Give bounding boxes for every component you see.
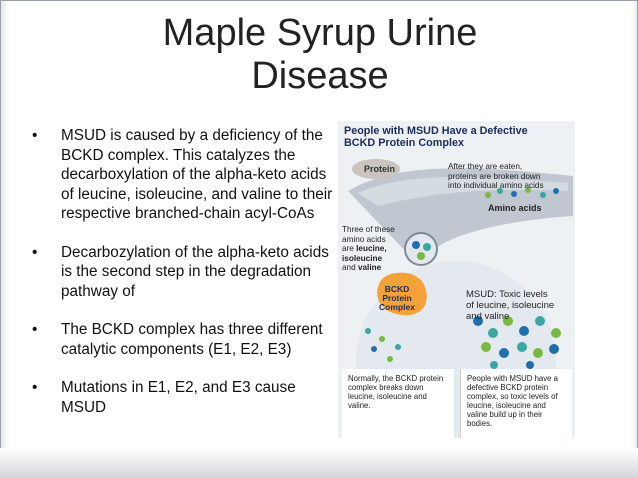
amino-acid-bubble [387,356,393,362]
slide-bottom-gradient [0,448,638,478]
amino-acid-bubble [423,243,431,251]
msud-line-3: and valine [466,311,510,322]
toxic-bubble [517,342,527,352]
amino-acid-bubble [417,252,425,260]
three-and-text: and [342,263,356,272]
eaten-line-3: into individual amino acids [448,181,544,190]
bullet-item [32,320,337,359]
toxic-bubble [499,348,509,358]
slide-title [120,12,520,98]
three-line-4 [342,254,395,264]
bckd-line-3: Complex [379,302,415,312]
bckd-complex-label [372,285,422,312]
toxic-bubble [551,328,561,338]
toxic-bubble [533,348,543,358]
defect-caption: People with MSUD have a defective BCKD protein complex, so toxic levels of leucine, isoleucine and valine build up in their bodies. [460,369,572,438]
bullet-list [32,126,337,436]
amino-acid-bubble [412,241,420,249]
bckd-line-2: Protein [382,293,412,303]
amino-acid-bubble [379,336,385,342]
bullet-text: MSUD is caused by a deficiency of the BCKD complex. This catalyzes the decarboxylation of the alpha-keto acids of leucine, isoleucine, and valine to their respective branched-chain acyl-CoAs [61,127,333,222]
title-line-2: Disease [251,55,389,97]
bullet-item [32,243,337,302]
msud-illustration [338,121,575,438]
bckd-line-1: BCKD [384,284,410,294]
bullet-marker: • [32,321,38,338]
title-line-1: Maple Syrup Urine [162,12,478,54]
msud-line-2: of leucine, isoleucine [466,300,555,311]
bullet-marker: • [32,243,38,261]
three-amino-acids-caption [342,225,395,273]
toxic-bubble [488,328,498,338]
toxic-bubble [490,361,498,369]
figure-title-line-1: People with MSUD Have a Defective [344,125,528,137]
eaten-caption [448,162,544,191]
three-line-5 [342,263,395,273]
toxic-bubble [526,361,534,369]
bullet-item [32,126,337,224]
amino-acid-bubble [485,192,491,198]
amino-acid-bubble [395,344,401,350]
toxic-bubble [481,342,491,352]
toxic-bubble [519,326,529,336]
three-are-text: are [342,244,354,253]
amino-acid-bubble [371,346,377,352]
msud-caption [466,289,554,322]
bullet-marker: • [32,379,38,396]
valine-text: valine [357,263,382,272]
three-line-3 [342,244,395,254]
bullet-item [32,378,337,417]
isoleucine-text: isoleucine [342,253,383,263]
normal-caption: Normally, the BCKD protein complex breaks down leucine, isoleucine and valine. [342,369,454,438]
amino-acids-label: Amino acids [488,203,542,213]
figure-title-line-2: BCKD Protein Complex [344,137,464,149]
three-line-1: Three of these [342,225,395,234]
cell-circle [405,233,437,265]
bullet-text: Decarbozylation of the alpha-keto acids is the second step in the degradation pathway of [61,243,329,300]
bullet-text: The BCKD complex has three different catalytic components (E1, E2, E3) [61,321,323,358]
leucine-text: leucine, [356,244,387,253]
amino-acid-bubble [540,192,546,198]
amino-acid-bubble [553,188,559,194]
amino-acid-bubble [365,328,371,334]
three-line-2: amino acids [342,234,386,244]
eaten-line-1: After they are eaten, [448,162,523,171]
bullet-text: Mutations in E1, E2, and E3 cause MSUD [61,379,296,416]
msud-line-1: MSUD: Toxic levels [466,289,548,300]
toxic-bubble [549,344,559,354]
bullet-marker: • [32,127,38,144]
protein-label: Protein [364,164,396,174]
amino-acid-bubble [511,191,517,197]
eaten-line-2: proteins are broken down [448,171,541,181]
